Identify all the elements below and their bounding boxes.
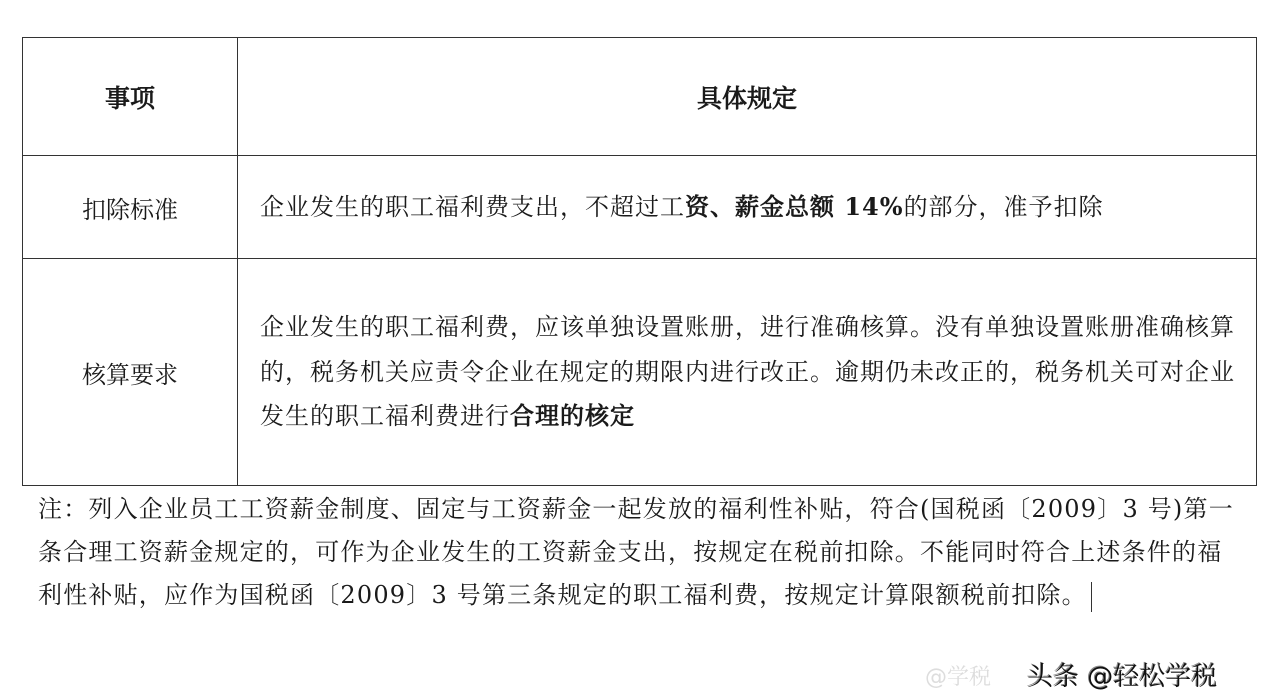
watermark-faint: @学税 [925,665,992,690]
row-item: 核算要求 [23,259,238,486]
row-item: 扣除标准 [23,156,238,259]
header-rule: 具体规定 [238,38,1257,156]
table-row [23,259,1257,486]
table-row [23,156,1257,259]
rule-text: 企业发生的职工福利费支出，不超过工 [260,192,685,221]
row-rule [238,156,1257,259]
rule-text: 企业发生的职工福利费，应该单独设置账册，进行准确核算。没有单独设置账册准确核算的，税务机关应责令企业在规定的期限内进行改正。逾期仍未改正的，税务机关可对企业发生的职工福利费进行 [260,313,1235,431]
header-item: 事项 [23,38,238,156]
footnote [38,488,1243,660]
rule-text-bold: 资、薪金总额 14% [685,191,904,221]
welfare-rules-table [22,37,1257,486]
text-cursor [1091,582,1092,612]
footnote-text: 注：列入企业员工工资薪金制度、固定与工资薪金一起发放的福利性补贴，符合(国税函〔2009〕3 号)第一条合理工资薪金规定的，可作为企业发生的工资薪金支出，按规定在税前扣除。不能同时符合上述条件的福利性补贴，应作为国税函〔2009〕3 号第三条规定的职工福利费，按规定计算限额税前扣除。 [38,495,1234,609]
rule-text-bold: 合理的核定 [510,401,635,431]
watermark: 头条 @轻松学税 [1027,662,1218,692]
table-header-row [23,38,1257,156]
rule-text: 的部分，准予扣除 [903,192,1104,221]
row-rule [238,259,1257,486]
